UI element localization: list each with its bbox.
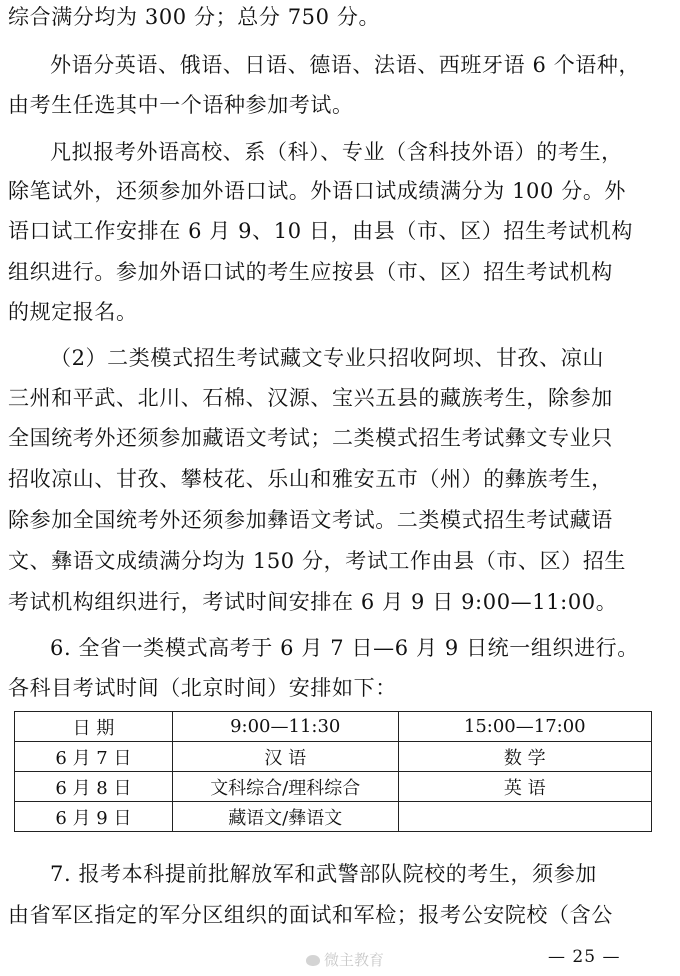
paragraph-line: （2）二类模式招生考试藏文专业只招收阿坝、甘孜、凉山 xyxy=(50,346,604,370)
table-row xyxy=(15,802,652,832)
watermark xyxy=(306,949,384,970)
paragraph-line: 除笔试外，还须参加外语口试。外语口试成绩满分为 100 分。外 xyxy=(8,179,627,203)
weibo-icon xyxy=(306,955,320,966)
paragraph-line: 文、彝语文成绩满分均为 150 分，考试工作由县（市、区）招生 xyxy=(8,549,627,573)
cell-date: 6 月 9 日 xyxy=(15,802,173,832)
paragraph-line: 由考生任选其中一个语种参加考试。 xyxy=(8,93,354,117)
table-header-row xyxy=(15,712,652,742)
section-heading: 6. 全省一类模式高考于 6 月 7 日—6 月 9 日统一组织进行。 xyxy=(50,636,639,660)
exam-schedule-table xyxy=(14,711,652,832)
cell-date: 6 月 8 日 xyxy=(15,772,173,802)
cell-morning: 汉 语 xyxy=(172,742,398,772)
header-afternoon: 15:00—17:00 xyxy=(398,712,651,742)
paragraph-line: 考试机构组织进行，考试时间安排在 6 月 9 日 9:00—11:00。 xyxy=(8,590,618,614)
paragraph-line: 语口试工作安排在 6 月 9、10 日，由县（市、区）招生考试机构 xyxy=(8,219,633,243)
cell-afternoon: 数 学 xyxy=(398,742,651,772)
paragraph-line: 由省军区指定的军分区组织的面试和军检；报考公安院校（含公 xyxy=(8,903,613,927)
header-morning: 9:00—11:30 xyxy=(172,712,398,742)
paragraph-line: 外语分英语、俄语、日语、德语、法语、西班牙语 6 个语种， xyxy=(50,53,641,77)
paragraph-line: 三州和平武、北川、石棉、汉源、宝兴五县的藏族考生，除参加 xyxy=(8,386,613,410)
section-heading: 7. 报考本科提前批解放军和武警部队院校的考生，须参加 xyxy=(50,862,597,886)
cell-morning: 文科综合/理科综合 xyxy=(172,772,398,802)
paragraph-line: 各科目考试时间（北京时间）安排如下： xyxy=(8,676,397,700)
table-row xyxy=(15,772,652,802)
page-number: — 25 — xyxy=(548,947,621,967)
cell-morning: 藏语文/彝语文 xyxy=(172,802,398,832)
paragraph-line: 的规定报名。 xyxy=(8,300,138,324)
paragraph-line: 全国统考外还须参加藏语文考试；二类模式招生考试彝文专业只 xyxy=(8,426,613,450)
paragraph-line: 综合满分均为 300 分；总分 750 分。 xyxy=(8,5,381,29)
paragraph-line: 除参加全国统考外还须参加彝语文考试。二类模式招生考试藏语 xyxy=(8,508,613,532)
paragraph-line: 招收凉山、甘孜、攀枝花、乐山和雅安五市（州）的彝族考生， xyxy=(8,467,613,491)
table-row xyxy=(15,742,652,772)
paragraph-line: 凡拟报考外语高校、系（科）、专业（含科技外语）的考生， xyxy=(50,140,623,164)
cell-afternoon xyxy=(398,802,651,832)
header-date: 日 期 xyxy=(15,712,173,742)
watermark-text: 微主教育 xyxy=(324,951,385,969)
paragraph-line: 组织进行。参加外语口试的考生应按县（市、区）招生考试机构 xyxy=(8,260,613,284)
cell-afternoon: 英 语 xyxy=(398,772,651,802)
cell-date: 6 月 7 日 xyxy=(15,742,173,772)
